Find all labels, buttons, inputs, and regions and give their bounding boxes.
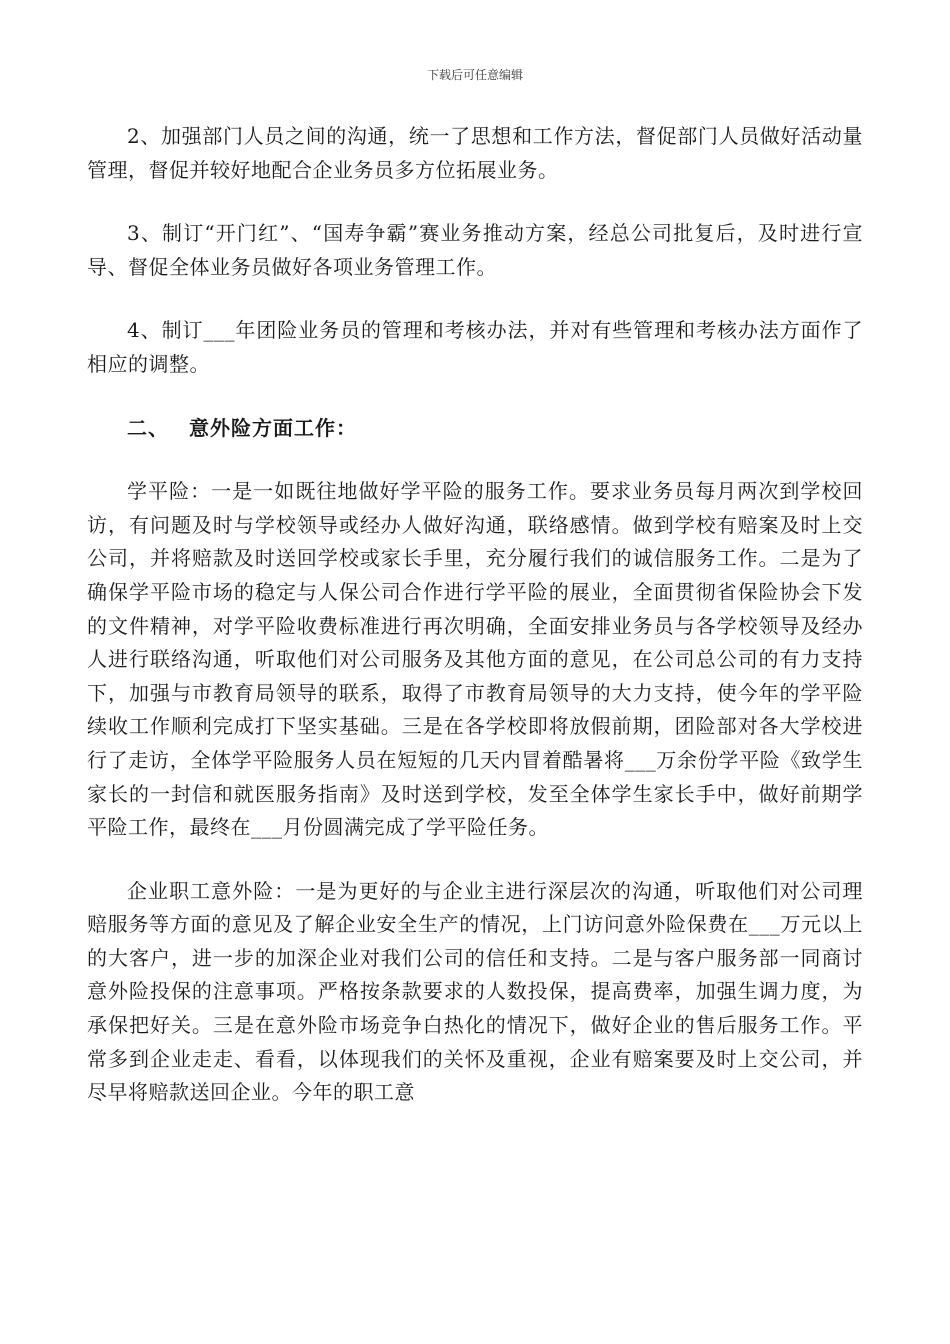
page-header: 下载后可任意编辑: [426, 68, 523, 82]
paragraph-item-3: 3、制订“开门红”、“国寿争霸”赛业务推动方案，经总公司批复后，及时进行宣导、督促全体业务员做好各项业务管理工作。: [87, 221, 863, 279]
paragraph-item-2: 2、加强部门人员之间的沟通，统一了思想和工作方法，督促部门人员做好活动量管理，督促并较好地配合企业务员多方位拓展业务。: [87, 124, 863, 182]
section-number: 二、: [127, 415, 169, 440]
document-body: [87, 120, 863, 1110]
paragraph-employee-accident: 企业职工意外险：一是为更好的与企业主进行深层次的沟通，听取他们对公司理赔服务等方面的意见及了解企业安全生产的情况，上门访问意外险保费在___万元以上的大客户，进一步的加深企业对我们公司的信任和支持。二是与客户服务部一同商讨意外险投保的注意事项。严格按条款要求的人数投保，提高费率，加强生调力度，为承保把好关。三是在意外险市场竞争白热化的情况下，做好企业的售后服务工作。平常多到企业走走、看看，以体现我们的关怀及重视，企业有赔案要及时上交公司，并尽早将赔款送回企业。今年的职工意: [87, 878, 863, 1105]
paragraph-item-4: 4、制订___年团险业务员的管理和考核办法，并对有些管理和考核办法方面作了相应的调整。: [87, 318, 863, 376]
paragraph-student-insurance: 学平险：一是一如既往地做好学平险的服务工作。要求业务员每月两次到学校回访，有问题及时与学校领导或经办人做好沟通，联络感情。做到学校有赔案及时上交公司，并将赔款及时送回学校或家长手里，充分履行我们的诚信服务工作。二是为了确保学平险市场的稳定与人保公司合作进行学平险的展业，全面贯彻省保险协会下发的文件精神，对学平险收费标准进行再次明确，全面安排业务员与各学校领导及经办人进行联络沟通，听取他们对公司服务及其他方面的意见，在公司总公司的有力支持下，加强与市教育局领导的联系，取得了市教育局领导的大力支持，使今年的学平险续收工作顺利完成打下坚实基础。三是在各学校即将放假前期，团险部对各大学校进行了走访，全体学平险服务人员在短短的几天内冒着酷暑将___万余份学平险《致学生家长的一封信和就医服务指南》及时送到学校，发至全体学生家长手中，做好前期学平险工作，最终在___月份圆满完成了学平险任务。: [87, 479, 863, 840]
section-title: 意外险方面工作：: [189, 415, 357, 440]
section-heading: [87, 412, 863, 446]
